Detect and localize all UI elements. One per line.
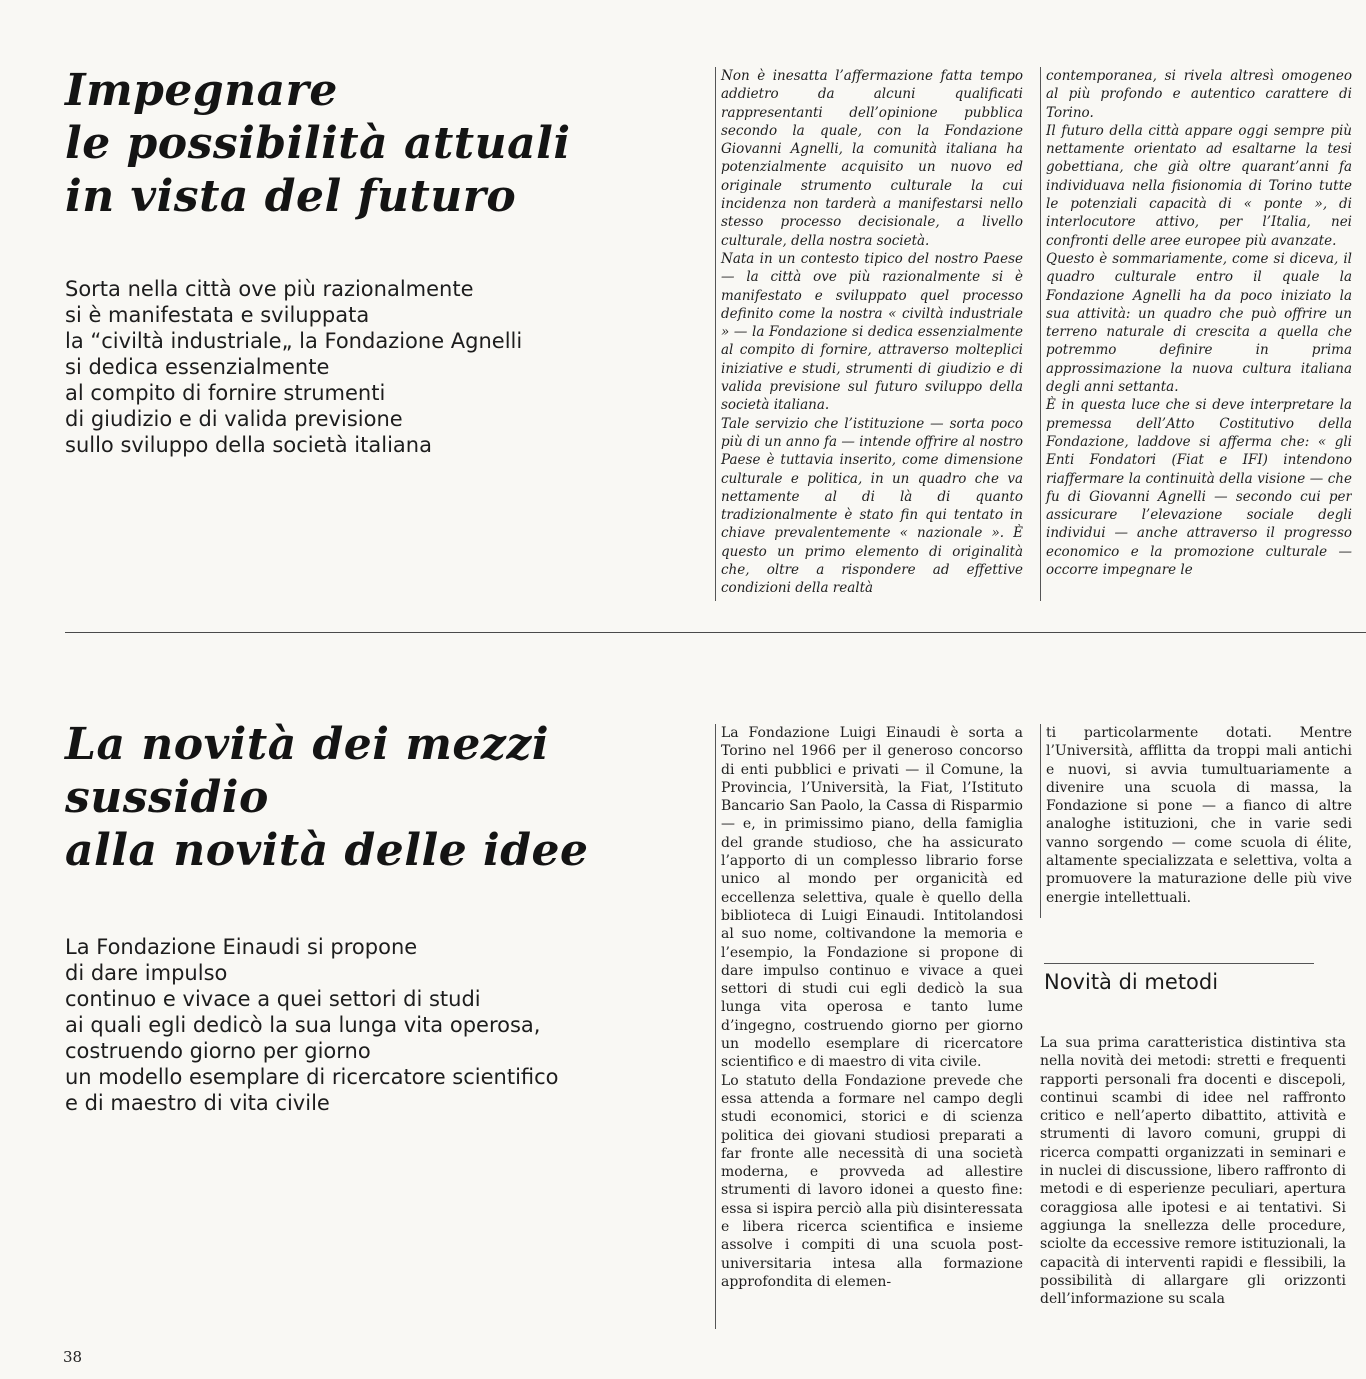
lede-line: Sorta nella città ove più razionalmente xyxy=(65,277,474,301)
lede-line: costruendo giorno per giorno xyxy=(65,1039,371,1063)
paragraph: Questo è sommariamente, come si diceva, il quadro culturale entro il quale la Fondazione Agnelli ha da poco iniziato la sua attività: un quadro che può offrire un terreno naturale di crescita a quella che potremmo definire in prima approssimazione la nuova cultura italiana degli anni settanta. xyxy=(1046,250,1352,396)
paragraph: È in questa luce che si deve interpretare la premessa dell’Atto Costitutivo della Fondazione, laddove si afferma che: « gli Enti Fondatori (Fiat e IFI) intendono riaffermare la continuità della visione — che fu di Giovanni Agnelli — secondo cui per assicurare l’elevazione sociale degli individui — anche attraverso il progresso economico e la promozione culturale — occorre impegnare le xyxy=(1046,397,1352,579)
headline-line: La novità dei mezzi xyxy=(65,719,550,770)
paragraph: Tale servizio che l’istituzione — sorta poco più di un anno fa — intende offrire al nostro Paese è tuttavia inserito, come dimensione culturale e politica, in un quadro che va nettamente al di là di quanto tradizionalmente è stato fin qui tentato in chiave prevalentemente « nazionale ». È questo un primo elemento di originalità che, oltre a rispondere ad effettive condizioni della realtà xyxy=(721,415,1023,597)
section-subheading: Novità di metodi xyxy=(1044,963,1314,997)
paragraph: La Fondazione Luigi Einaudi è sorta a Torino nel 1966 per il generoso concorso di enti pubblici e privati — il Comune, la Provincia, l’Università, la Fiat, l’Istituto Bancario San Paolo, la Cassa di Risparmio — e, in primissimo piano, della famiglia del grande studioso, che ha assicurato l’apporto di un complesso librario forse unico al mondo per organicità ed eccellenza selettiva, quale è quello della biblioteca di Luigi Einaudi. Intitolandosi al suo nome, coltivandone la memoria e l’esempio, la Fondazione si propone di dare impulso continuo e vivace a quei settori di studi cui egli dedicò la sua lunga vita operosa e tanto lume d’ingegno, costruendo giorno per giorno un modello esemplare di ricercatore scientifico e di maestro di vita civile. xyxy=(721,725,1023,1071)
lede-line: di dare impulso xyxy=(65,961,228,985)
lede-line: La Fondazione Einaudi si propone xyxy=(65,935,418,959)
lede-line: si è manifestata e sviluppata xyxy=(65,303,370,327)
headline-line: alla novità delle idee xyxy=(65,825,589,876)
paragraph: Non è inesatta l’affermazione fatta tempo addietro da alcuni qualificati rappresentanti dell’opinione pubblica secondo la quale, con la Fondazione Giovanni Agnelli, la comunità italiana ha potenzialmente acquisito un nuovo ed originale strumento culturale la cui incidenza non tarderà a manifestarsi nello stesso processo decisionale, a livello culturale, della nostra società. xyxy=(721,68,1023,249)
paragraph: ti particolarmente dotati. Mentre l’Università, afflitta da troppi mali antichi e nuovi, si avvia tumultuariamente a divenire una scuola di massa, la Fondazione si pone — a fianco di altre analoghe istituzioni, che in varie sedi vanno sorgendo — come scuola di élite, altamente specializzata e selettiva, volta a promuovere la maturazione delle più vive energie intellettuali. xyxy=(1046,725,1352,906)
lede-line: sullo sviluppo della società italiana xyxy=(65,433,432,457)
article-1-lede xyxy=(65,276,522,458)
article-1-headline xyxy=(65,64,571,223)
paragraph: Lo statuto della Fondazione prevede che essa attenda a formare nel campo degli studi economici, storici e di scienza politica dei giovani studiosi preparati a far fronte alle necessità di una società moderna, e provveda ad allestire strumenti di lavoro idonei a questo fine: essa si ispira perciò alla più disinteressata e libera ricerca scientifica e insieme assolve i compiti di una scuola post-universitaria intesa alla formazione approfondita di elemen- xyxy=(721,1072,1023,1290)
lede-line: un modello esemplare di ricercatore scientifico xyxy=(65,1065,559,1089)
article-2-lede xyxy=(65,934,559,1116)
lede-line: si dedica essenzialmente xyxy=(65,355,330,379)
article-1-column-2 xyxy=(1040,67,1352,601)
headline-line: in vista del futuro xyxy=(65,171,517,222)
article-1-column-1 xyxy=(715,67,1023,601)
lede-line: la “civiltà industriale„ la Fondazione Agnelli xyxy=(65,329,523,353)
paragraph: Il futuro della città appare oggi sempre più nettamente orientato ad esaltarne la tesi gobettiana, che già oltre quarant’anni fa individuava nella fisionomia di Torino tutte le potenziali capacità di « ponte », di interlocutore attivo, per l’Italia, nei confronti delle aree europee più avanzate. xyxy=(1046,122,1352,249)
article-2-column-3 xyxy=(1040,1034,1346,1330)
lede-line: al compito di fornire strumenti xyxy=(65,381,386,405)
section-divider xyxy=(65,632,1366,633)
article-2-column-1 xyxy=(715,724,1023,1329)
paragraph: contemporanea, si rivela altresì omogeneo al più profondo e autentico carattere di Torino. xyxy=(1046,68,1352,121)
headline-line: le possibilità attuali xyxy=(65,118,571,169)
paragraph: Nata in un contesto tipico del nostro Paese — la città ove più razionalmente si è manifestato e sviluppato quel processo definito come la nostra « civiltà industriale » — la Fondazione si dedica essenzialmente al compito di fornire, attraverso molteplici iniziative e studi, strumenti di giudizio e di valida previsione sul futuro sviluppo della società italiana. xyxy=(721,250,1023,414)
lede-line: ai quali egli dedicò la sua lunga vita operosa, xyxy=(65,1013,541,1037)
lede-line: di giudizio e di valida previsione xyxy=(65,407,403,431)
article-2-column-2 xyxy=(1040,724,1352,918)
lede-line: continuo e vivace a quei settori di studi xyxy=(65,987,481,1011)
article-2-headline xyxy=(65,718,589,877)
lede-line: e di maestro di vita civile xyxy=(65,1091,330,1115)
headline-line: Impegnare xyxy=(65,65,338,116)
paragraph: La sua prima caratteristica distintiva sta nella novità dei metodi: stretti e frequenti rapporti personali fra docenti e discepoli, continui scambi di idee nel raffronto critico e nell’aperto dibattito, attività e strumenti di lavoro comuni, gruppi di ricerca compatti organizzati in seminari e in nuclei di discussione, libero raffronto di metodi e di esperienze peculiari, apertura coraggiosa alle ipotesi e ai tentativi. Si aggiunga la snellezza delle procedure, sciolte da eccessive remore istituzionali, la capacità di interventi rapidi e flessibili, la possibilità di allargare gli orizzonti dell’informazione su scala xyxy=(1040,1035,1346,1308)
page-number: 38 xyxy=(63,1348,83,1366)
headline-line: sussidio xyxy=(65,772,269,823)
